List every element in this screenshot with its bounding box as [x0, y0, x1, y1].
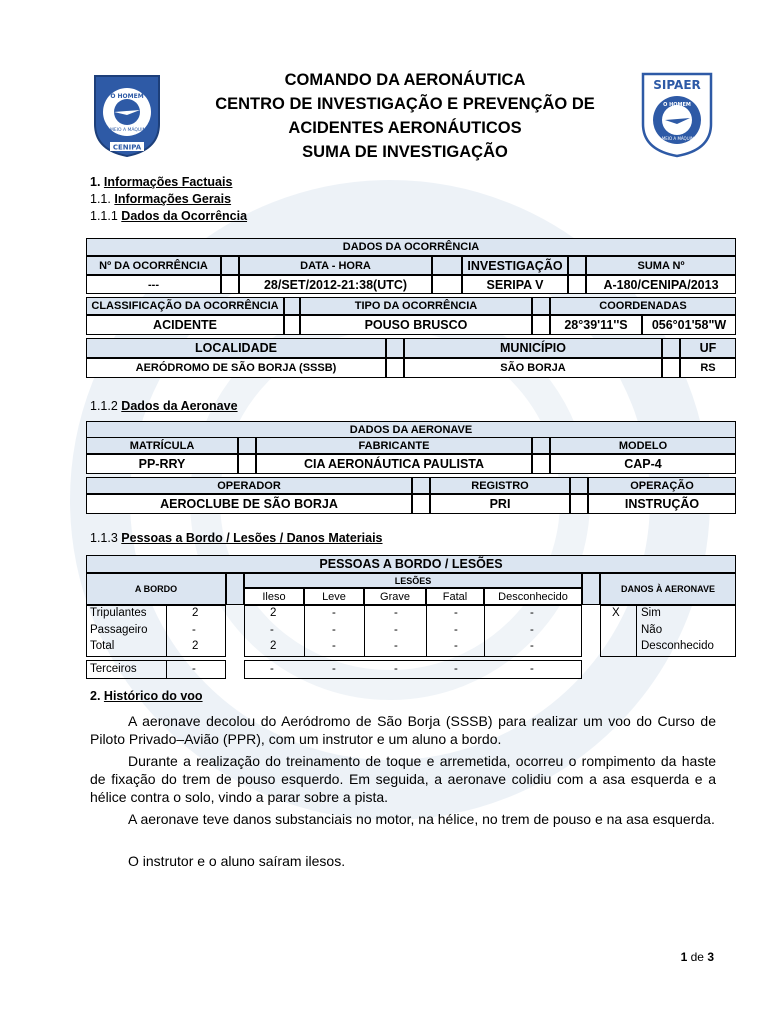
sipaer-logo: [640, 70, 710, 156]
divider: [636, 605, 637, 657]
spacer: [284, 315, 300, 335]
row-terceiros-label: Terceiros: [90, 663, 137, 675]
spacer: [532, 437, 550, 454]
section-2-heading: 2. Histórico do voo: [90, 689, 203, 703]
row-terceiros-total: -: [192, 663, 196, 675]
divider: [166, 605, 167, 657]
section-1-1-1-heading: 1.1.1 Dados da Ocorrência: [90, 209, 248, 223]
uf-label: UF: [680, 338, 736, 358]
cenipa-logo: [92, 72, 162, 158]
header-line-1: COMANDO DA AERONÁUTICA: [284, 71, 526, 89]
spacer: [386, 338, 404, 358]
a-bordo-header: A BORDO: [86, 573, 226, 605]
municipio-value: SÃO BORJA: [404, 358, 662, 378]
lesoes-header: LESÕES: [244, 573, 582, 588]
aeronave-title: DADOS DA AERONAVE: [86, 421, 736, 439]
spacer: [432, 256, 462, 275]
classificacao-label: CLASSIFICAÇÃO DA OCORRÊNCIA: [86, 297, 284, 315]
section-1-1-2-heading: 1.1.2 Dados da Aeronave: [90, 399, 238, 413]
numero-label: Nº DA OCORRÊNCIA: [86, 256, 221, 275]
spacer: [386, 358, 404, 378]
danos-desconhecido-label: Desconhecido: [641, 640, 714, 652]
coordenadas-label: COORDENADAS: [550, 297, 736, 315]
investigacao-label: INVESTIGAÇÃO: [462, 256, 568, 275]
row-terceiros-grave: -: [394, 663, 398, 675]
spacer: [238, 454, 256, 474]
row-total-total: 2: [192, 640, 199, 652]
operacao-value: INSTRUÇÃO: [588, 494, 736, 514]
spacer: [221, 256, 239, 275]
sipaer-logo-top: O HOMEM: [663, 102, 691, 108]
spacer: [532, 297, 550, 315]
registro-value: PRI: [430, 494, 570, 514]
modelo-value: CAP-4: [550, 454, 736, 474]
historico-paragraph-4: O instrutor e o aluno saíram ilesos.: [128, 853, 346, 869]
row-tripulantes-fatal: -: [454, 607, 458, 619]
numero-value: ---: [86, 275, 221, 294]
fabricante-value: CIA AERONÁUTICA PAULISTA: [256, 454, 532, 474]
divider: [484, 605, 485, 657]
divider: [364, 605, 365, 657]
row-terceiros-ileso: -: [270, 663, 274, 675]
section-1-1-heading: 1.1. Informações Gerais: [90, 192, 232, 206]
row-tripulantes-grave: -: [394, 607, 398, 619]
matricula-value: PP-RRY: [86, 454, 238, 474]
pessoas-title: PESSOAS A BORDO / LESÕES: [86, 555, 736, 573]
row-passageiro-label: Passageiro: [90, 624, 148, 636]
spacer: [568, 256, 586, 275]
row-terceiros-fatal: -: [454, 663, 458, 675]
section-1-heading: 1. Informações Factuais: [90, 175, 233, 189]
tipo-label: TIPO DA OCORRÊNCIA: [300, 297, 532, 315]
registro-label: REGISTRO: [430, 477, 570, 494]
divider: [426, 605, 427, 657]
spacer: [662, 338, 680, 358]
col-grave: Grave: [364, 588, 426, 605]
data-value: 28/SET/2012-21:38(UTC): [239, 275, 432, 294]
suma-value: A-180/CENIPA/2013: [586, 275, 736, 294]
spacer: [532, 454, 550, 474]
matricula-label: MATRÍCULA: [86, 437, 238, 454]
row-passageiro-desconhecido: -: [530, 624, 534, 636]
spacer: [568, 275, 586, 294]
row-total-desconhecido: -: [530, 640, 534, 652]
spacer: [582, 573, 600, 605]
danos-sim-mark: X: [612, 607, 620, 619]
historico-paragraph-3: A aeronave teve danos substanciais no motor, na hélice, no trem de pouso e na asa esquerda.: [128, 811, 715, 827]
spacer: [412, 494, 430, 514]
operacao-label: OPERAÇÃO: [588, 477, 736, 494]
data-label: DATA - HORA: [239, 256, 432, 275]
spacer: [432, 275, 462, 294]
row-passageiro-leve: -: [332, 624, 336, 636]
row-tripulantes-label: Tripulantes: [90, 607, 147, 619]
row-total-grave: -: [394, 640, 398, 652]
municipio-label: MUNICÍPIO: [404, 338, 662, 358]
row-passageiro-total: -: [192, 624, 196, 636]
cenipa-logo-top: O HOMEM: [110, 93, 144, 100]
modelo-label: MODELO: [550, 437, 736, 454]
ocorrencia-title: DADOS DA OCORRÊNCIA: [86, 238, 736, 256]
divider: [166, 660, 167, 679]
danos-nao-label: Não: [641, 624, 663, 636]
header-line-2: CENTRO DE INVESTIGAÇÃO E PREVENÇÃO DE: [215, 95, 595, 113]
sipaer-logo-bottom: O MEIO A MÁQUINA: [657, 136, 697, 141]
localidade-value: AERÓDROMO DE SÃO BORJA (SSSB): [86, 358, 386, 378]
row-passageiro-ileso: -: [270, 624, 274, 636]
row-passageiro-grave: -: [394, 624, 398, 636]
row-total-leve: -: [332, 640, 336, 652]
row-total-label: Total: [90, 640, 115, 652]
fabricante-label: FABRICANTE: [256, 437, 532, 454]
row-tripulantes-leve: -: [332, 607, 336, 619]
header-line-3: ACIDENTES AERONÁUTICOS: [288, 119, 522, 137]
cenipa-logo-bottom: O MEIO A MÁQUINA: [105, 128, 149, 133]
sipaer-logo-text: SIPAER: [653, 78, 701, 92]
classificacao-value: ACIDENTE: [86, 315, 284, 335]
col-fatal: Fatal: [426, 588, 484, 605]
spacer: [662, 358, 680, 378]
section-1-1-3-heading: 1.1.3 Pessoas a Bordo / Lesões / Danos Materiais: [90, 531, 383, 545]
cenipa-logo-text: CENIPA: [112, 143, 142, 152]
suma-label: SUMA Nº: [586, 256, 736, 275]
spacer: [570, 477, 588, 494]
localidade-label: LOCALIDADE: [86, 338, 386, 358]
latitude-value: 28°39'11''S: [550, 315, 642, 335]
row-tripulantes-total: 2: [192, 607, 199, 619]
page-number: 1 de 3: [680, 950, 714, 964]
row-terceiros-leve: -: [332, 663, 336, 675]
header-line-4: SUMA DE INVESTIGAÇÃO: [302, 143, 508, 161]
spacer: [221, 275, 239, 294]
row-total-fatal: -: [454, 640, 458, 652]
row-tripulantes-desconhecido: -: [530, 607, 534, 619]
spacer: [284, 297, 300, 315]
tipo-value: POUSO BRUSCO: [300, 315, 532, 335]
spacer: [570, 494, 588, 514]
uf-value: RS: [680, 358, 736, 378]
investigacao-value: SERIPA V: [462, 275, 568, 294]
spacer: [412, 477, 430, 494]
spacer: [532, 315, 550, 335]
divider: [304, 605, 305, 657]
row-terceiros-desconhecido: -: [530, 663, 534, 675]
col-ileso: Ileso: [244, 588, 304, 605]
operador-label: OPERADOR: [86, 477, 412, 494]
longitude-value: 056°01'58"W: [642, 315, 736, 335]
col-leve: Leve: [304, 588, 364, 605]
danos-sim-label: Sim: [641, 607, 661, 619]
operador-value: AEROCLUBE DE SÃO BORJA: [86, 494, 412, 514]
row-total-ileso: 2: [270, 640, 277, 652]
historico-paragraph-2: Durante a realização do treinamento de toque e arremetida, ocorreu o rompimento da haste de fixação do trem de pouso esquerdo. Em seguida, a aeronave colidiu com a asa esquerda e a hélice contra o solo, vindo a parar sobre a pista.: [90, 753, 716, 805]
col-desconhecido: Desconhecido: [484, 588, 582, 605]
row-tripulantes-ileso: 2: [270, 607, 277, 619]
spacer: [226, 573, 244, 605]
spacer: [238, 437, 256, 454]
danos-header: DANOS À AERONAVE: [600, 573, 736, 605]
historico-paragraph-1: A aeronave decolou do Aeródromo de São Borja (SSSB) para realizar um voo do Curso de Piloto Privado–Avião (PPR), com um instrutor e um aluno a bordo.: [90, 713, 716, 747]
row-passageiro-fatal: -: [454, 624, 458, 636]
